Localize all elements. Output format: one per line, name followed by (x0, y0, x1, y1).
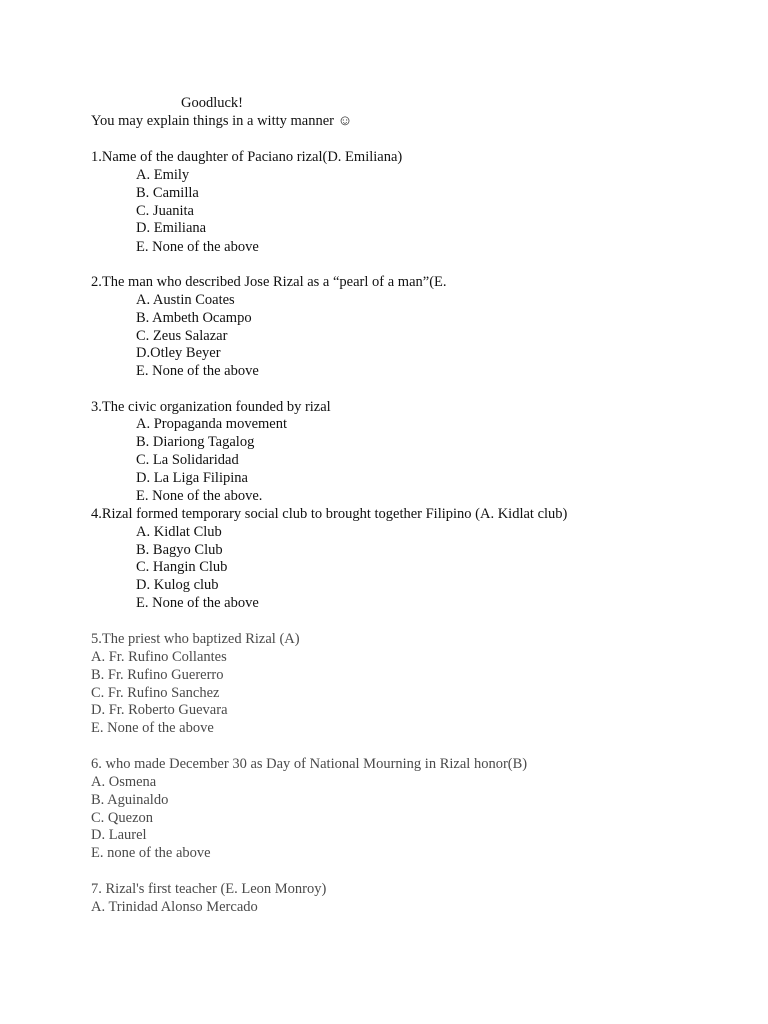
question-6-option-e: E. none of the above (91, 845, 211, 861)
question-3-option-c: C. La Solidaridad (136, 452, 239, 468)
question-6-option-c: C. Quezon (91, 810, 154, 826)
question-1-option-d: D. Emiliana (136, 220, 207, 236)
question-5-prompt: 5.The priest who baptized Rizal (A) (91, 631, 300, 647)
question-6-option-b: B. Aguinaldo (91, 792, 169, 808)
question-5-option-c: C. Fr. Rufino Sanchez (91, 685, 220, 701)
question-5-option-e: E. None of the above (91, 720, 214, 736)
question-6-option-a: A. Osmena (91, 774, 157, 790)
question-2-prompt: 2.The man who described Jose Rizal as a “pearl of a man”(E. (91, 274, 447, 290)
instruction-text: You may explain things in a witty manner ☺ (91, 113, 353, 129)
question-4-option-c: C. Hangin Club (136, 559, 228, 575)
goodluck-heading: Goodluck! (181, 95, 244, 111)
question-3-prompt: 3.The civic organization founded by rizal (91, 399, 331, 415)
question-4-option-e: E. None of the above (136, 595, 259, 611)
question-6-prompt: 6. who made December 30 as Day of National Mourning in Rizal honor(B) (91, 756, 528, 772)
question-1-option-a: A. Emily (136, 167, 190, 183)
question-2-option-a: A. Austin Coates (136, 292, 235, 308)
question-6-option-d: D. Laurel (91, 827, 147, 843)
question-2-option-e: E. None of the above (136, 363, 259, 379)
question-3-option-b: B. Diariong Tagalog (136, 434, 255, 450)
question-1-prompt: 1.Name of the daughter of Paciano rizal(D. Emiliana) (91, 149, 403, 165)
question-4-option-a: A. Kidlat Club (136, 524, 222, 540)
question-5-option-b: B. Fr. Rufino Guererro (91, 667, 224, 683)
question-2-option-b: B. Ambeth Ocampo (136, 310, 252, 326)
question-3-option-a: A. Propaganda movement (136, 416, 288, 432)
question-5-option-d: D. Fr. Roberto Guevara (91, 702, 228, 718)
question-7-prompt: 7. Rizal's first teacher (E. Leon Monroy) (91, 881, 327, 897)
question-1-option-b: B. Camilla (136, 185, 199, 201)
question-1-option-c: C. Juanita (136, 203, 194, 219)
question-4-prompt: 4.Rizal formed temporary social club to brought together Filipino (A. Kidlat club) (91, 506, 568, 522)
question-5-option-a: A. Fr. Rufino Collantes (91, 649, 227, 665)
question-2-option-d: D.Otley Beyer (136, 345, 221, 361)
question-2-option-c: C. Zeus Salazar (136, 328, 228, 344)
question-3-option-e: E. None of the above. (136, 488, 263, 504)
question-3-option-d: D. La Liga Filipina (136, 470, 248, 486)
question-4-option-d: D. Kulog club (136, 577, 219, 593)
question-7-option-a: A. Trinidad Alonso Mercado (91, 899, 258, 915)
question-1-option-e: E. None of the above (136, 239, 259, 255)
question-4-option-b: B. Bagyo Club (136, 542, 223, 558)
